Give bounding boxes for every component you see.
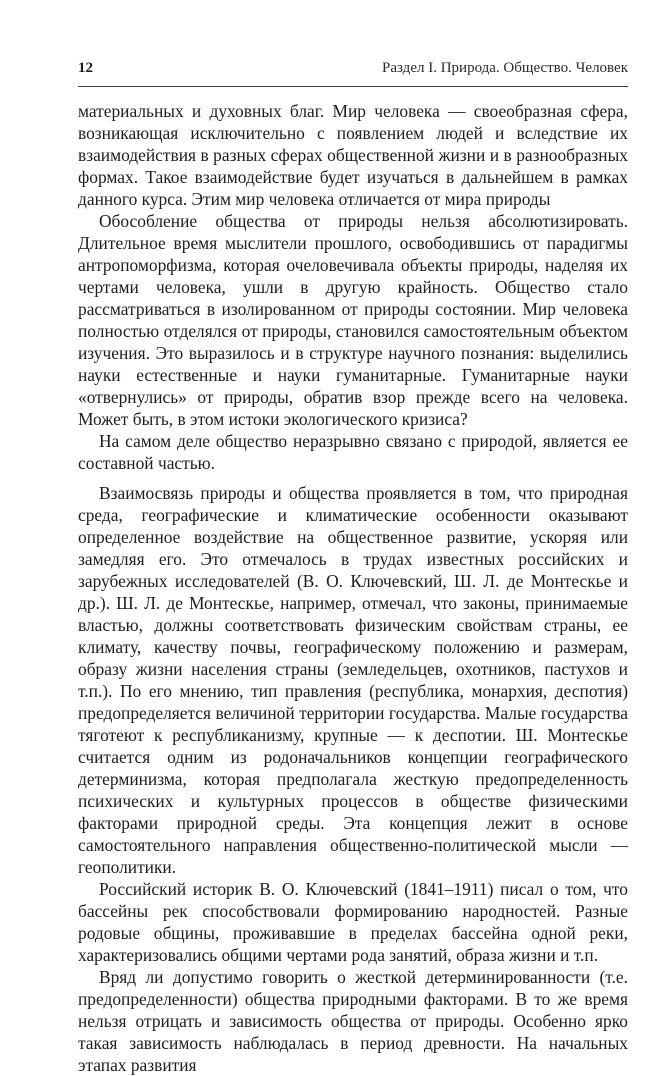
paragraph-3: На самом деле общество неразрывно связано с природой, является ее составной частью. [78, 431, 628, 473]
page-number: 12 [78, 60, 93, 76]
paragraph-5: Российский историк В. О. Ключевский (1841–1911) писал о том, что бассейны рек способствовали формированию народностей. Разные родовые общины, проживавшие в пределах бассейна одной реки, характеризовались общими чертами рода занятий, образа жизни и т.п. [78, 879, 628, 965]
paragraph-2: Обособление общества от природы нельзя абсолютизировать. Длительное время мыслители прошлого, освободившись от парадигмы антропоморфизма, которая очеловечивала объекты природы, наделяя их чертами человека, ушли в другую крайность. Общество стало рассматриваться в изолированном от природы состоянии. Мир человека полностью отделялся от природы, становился самостоятельным объектом изучения. Это выразилось и в структуре научного познания: выделились науки естественные и науки гуманитарные. Гуманитарные науки «отвернулись» от природы, обратив взор прежде всего на человека. Может быть, в этом истоки экологического кризиса? [78, 211, 628, 429]
body-text [78, 100, 628, 1076]
section-title: Раздел I. Природа. Общество. Человек [382, 60, 628, 76]
paragraph-4: Взаимосвязь природы и общества проявляется в том, что природная среда, географические и климатические особенности оказывают определенное воздействие на общественное развитие, ускоряя или замедляя его. Это отмечалось в трудах известных российских и зарубежных исследователей (В. О. Ключевский, Ш. Л. де Монтескье и др.). Ш. Л. де Монтескье, например, отмечал, что законы, принимаемые властью, должны соответствовать физическим свойствам страны, ее климату, качеству почвы, географическому положению и размерам, образу жизни населения страны (земледельцев, охотников, пастухов и т.п.). По его мнению, тип правления (республика, монархия, деспотия) предопределяется величиной территории государства. Малые государства тяготеют к республиканизму, крупные — к деспотии. Ш. Монтескье считается одним из родоначальников концепции географического детерминизма, которая предполагала жесткую предопределенность психических и культурных процессов в обществе физическими факторами природной среды. Эта концепция лежит в основе самостоятельного направления общественно-политической мысли — геополитики. [78, 483, 628, 877]
paragraph-6: Вряд ли допустимо говорить о жесткой детерминированности (т.е. предопределенности) общества природными факторами. В то же время нельзя отрицать и зависимость общества от природы. Особенно ярко такая зависимость наблюдалась в период древности. На начальных этапах развития [78, 967, 628, 1075]
paragraph-1: материальных и духовных благ. Мир человека — своеобразная сфера, возникающая исключительно с появлением людей и вследствие их взаимодействия в разных сферах общественной жизни и в разнообразных формах. Такое взаимодействие будет изучаться в дальнейшем в рамках данного курса. Этим мир человека отличается от мира природы [78, 101, 628, 209]
running-head [78, 60, 628, 86]
header-rule [78, 86, 628, 87]
